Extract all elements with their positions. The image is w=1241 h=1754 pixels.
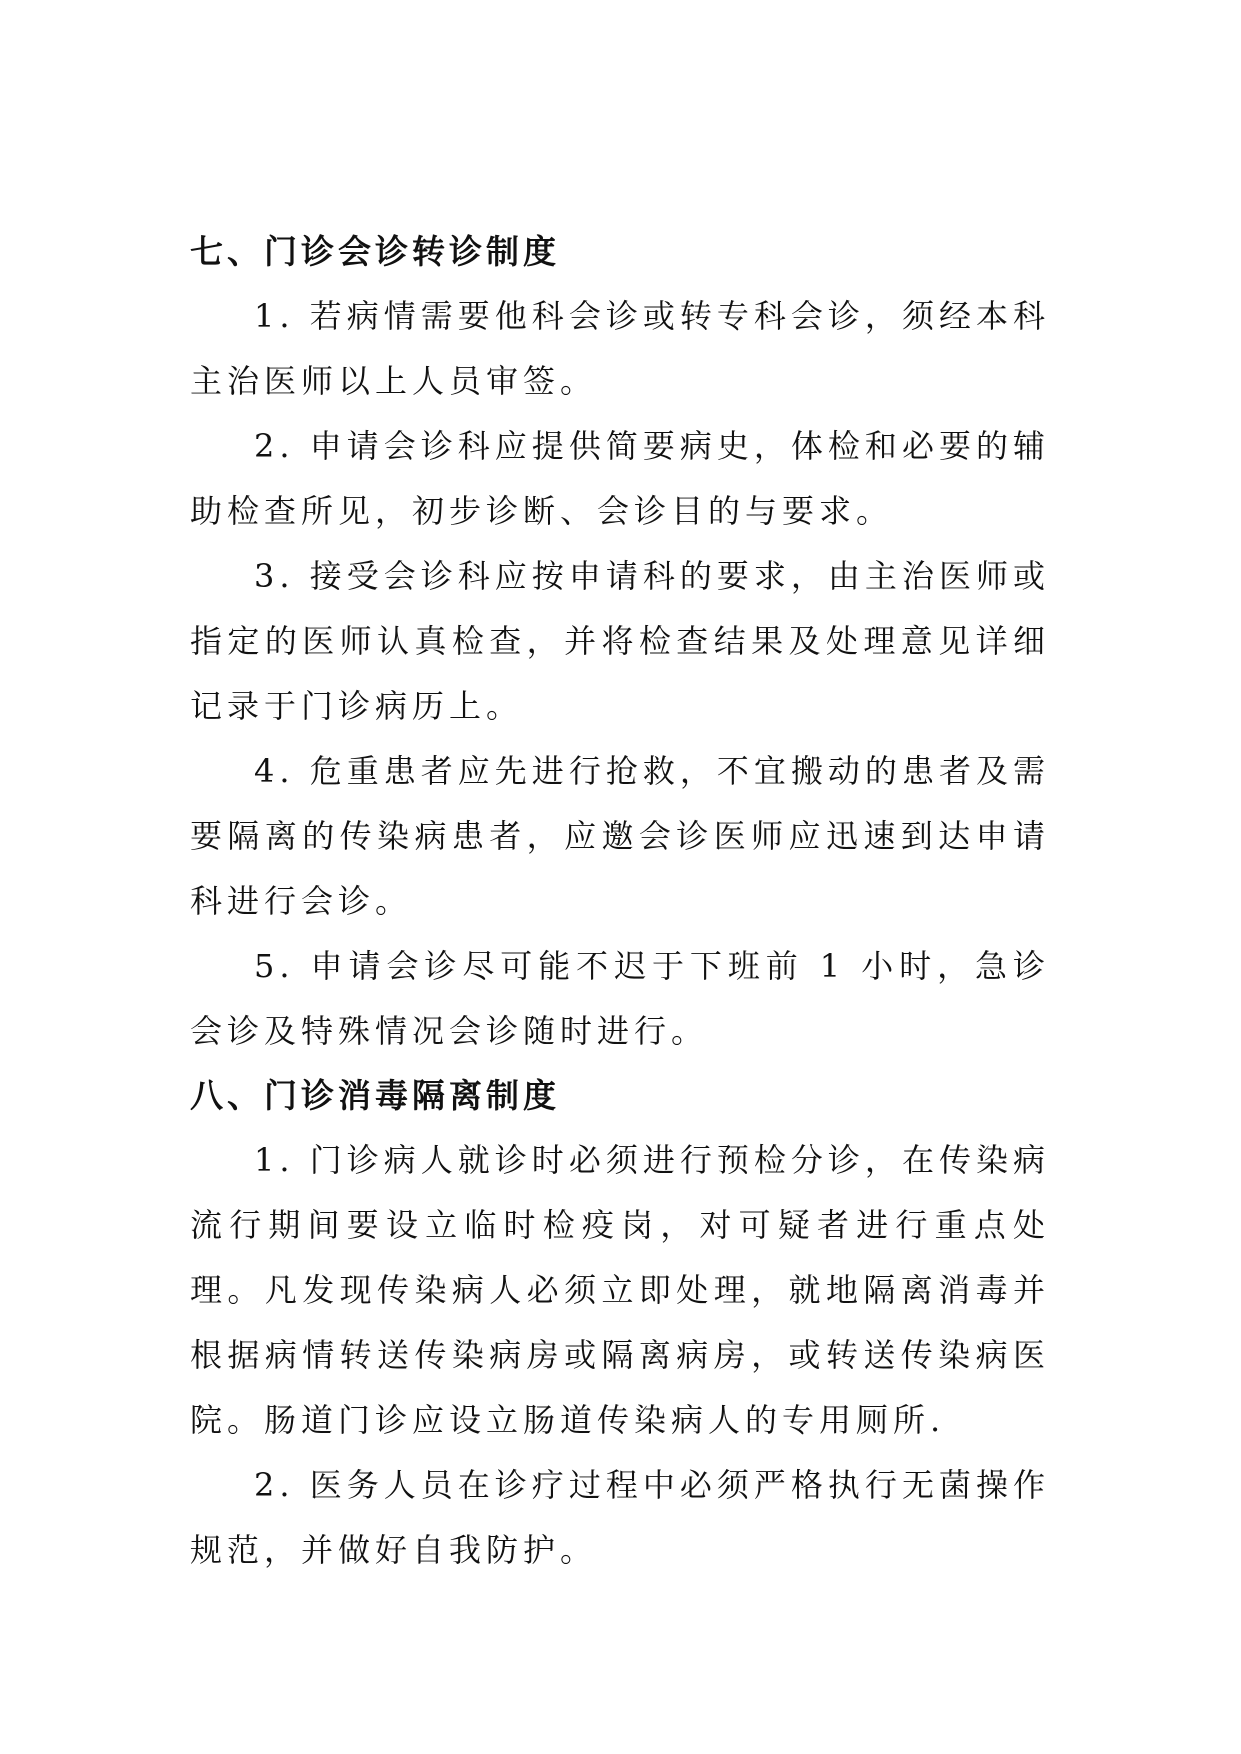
section-item: 5. 申请会诊尽可能不迟于下班前 1 小时，急诊会诊及特殊情况会诊随时进行。	[190, 947, 1050, 1050]
section-item: 1. 门诊病人就诊时必须进行预检分诊，在传染病流行期间要设立临时检疫岗，对可疑者进行重点处理。凡发现传染病人必须立即处理，就地隔离消毒并根据病情转送传染病房或隔离病房，或转送传染病医院。肠道门诊应设立肠道传染病人的专用厕所.	[190, 1141, 1050, 1439]
section-item: 1. 若病情需要他科会诊或转专科会诊，须经本科主治医师以上人员审签。	[190, 297, 1050, 400]
section-outpatient-disinfection	[190, 1064, 1050, 1583]
section-item: 2. 医务人员在诊疗过程中必须严格执行无菌操作规范，并做好自我防护。	[190, 1466, 1050, 1569]
section-heading: 八、门诊消毒隔离制度	[190, 1076, 560, 1115]
document-body	[190, 220, 1050, 1583]
section-item: 3. 接受会诊科应按申请科的要求，由主治医师或指定的医师认真检查，并将检查结果及处理意见详细记录于门诊病历上。	[190, 557, 1050, 725]
section-heading: 七、门诊会诊转诊制度	[190, 232, 560, 271]
section-outpatient-consultation	[190, 220, 1050, 1064]
section-item: 4. 危重患者应先进行抢救，不宜搬动的患者及需要隔离的传染病患者，应邀会诊医师应迅速到达申请科进行会诊。	[190, 752, 1050, 920]
section-item: 2. 申请会诊科应提供简要病史，体检和必要的辅助检查所见，初步诊断、会诊目的与要求。	[190, 427, 1050, 530]
